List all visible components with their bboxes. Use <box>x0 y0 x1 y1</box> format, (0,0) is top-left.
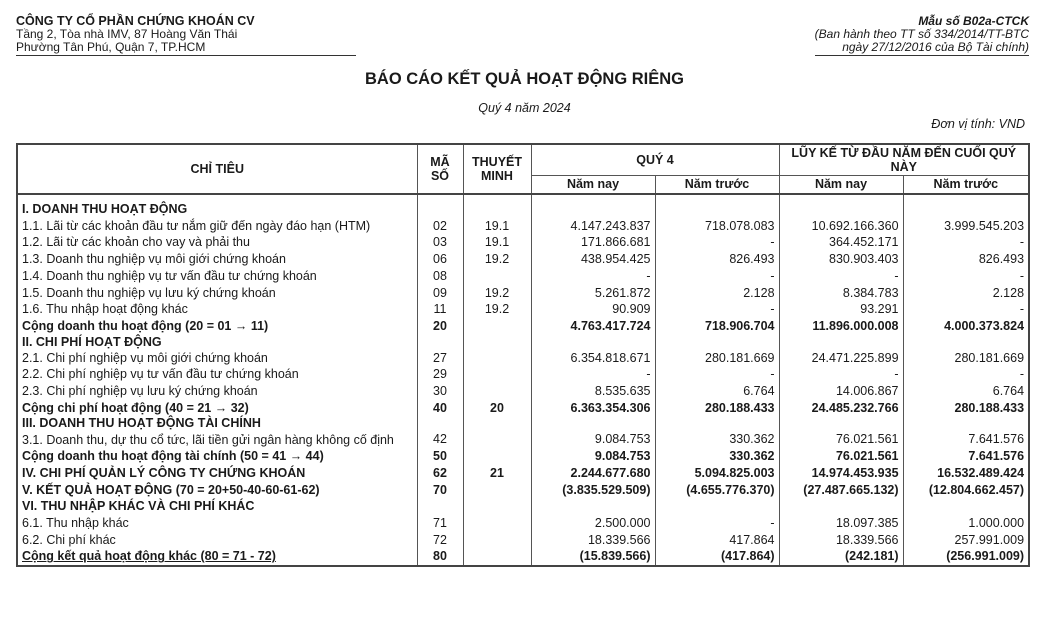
cell-code: 72 <box>417 532 463 549</box>
table-row <box>17 335 1029 350</box>
cell-note <box>463 383 531 400</box>
cell-y-this: 11.896.000.008 <box>779 318 903 335</box>
cell-q-last: - <box>655 234 779 251</box>
cell-y-this: (27.487.665.132) <box>779 482 903 499</box>
cell-label: 1.5. Doanh thu nghiệp vụ lưu ký chứng khoán <box>17 285 417 302</box>
cell-q-last: (4.655.776.370) <box>655 482 779 499</box>
table-row <box>17 366 1029 383</box>
cell-label: 2.2. Chi phí nghiệp vụ tư vấn đầu tư chứng khoán <box>17 366 417 383</box>
cell-label: Cộng doanh thu hoạt động (20 = 01 → 11) <box>17 318 417 335</box>
cell-q-this: 90.909 <box>531 301 655 318</box>
cell-label: 2.1. Chi phí nghiệp vụ môi giới chứng khoán <box>17 350 417 367</box>
cell-y-this: 364.452.171 <box>779 234 903 251</box>
cell-q-last: 6.764 <box>655 383 779 400</box>
cell-y-last: - <box>903 366 1029 383</box>
cell-q-last: 826.493 <box>655 251 779 268</box>
cell-label: 1.6. Thu nhập hoạt động khác <box>17 301 417 318</box>
cell-q-last: 280.181.669 <box>655 350 779 367</box>
cell-q-last: 2.128 <box>655 285 779 302</box>
table-row <box>17 234 1029 251</box>
table-row <box>17 498 1029 515</box>
cell-q-last: - <box>655 268 779 285</box>
cell-y-this: 76.021.561 <box>779 431 903 448</box>
income-statement-table <box>16 143 1030 567</box>
cell-q-last <box>655 416 779 431</box>
form-code: Mẫu số B02a-CTCK <box>918 14 1029 28</box>
cell-q-last: 280.188.433 <box>655 400 779 417</box>
cell-label: 6.1. Thu nhập khác <box>17 515 417 532</box>
cell-label: I. DOANH THU HOẠT ĐỘNG <box>17 194 417 218</box>
cell-label: 6.2. Chi phí khác <box>17 532 417 549</box>
cell-y-this: 24.485.232.766 <box>779 400 903 417</box>
cell-note: 20 <box>463 400 531 417</box>
cell-code <box>417 498 463 515</box>
cell-y-this: 14.974.453.935 <box>779 465 903 482</box>
cell-label: III. DOANH THU HOẠT ĐỘNG TÀI CHÍNH <box>17 416 417 431</box>
cell-code: 50 <box>417 448 463 465</box>
cell-y-this: 830.903.403 <box>779 251 903 268</box>
cell-y-this: 18.339.566 <box>779 532 903 549</box>
cell-code: 70 <box>417 482 463 499</box>
table-row <box>17 301 1029 318</box>
cell-note: 19.2 <box>463 301 531 318</box>
cell-label: 1.4. Doanh thu nghiệp vụ tư vấn đầu tư chứng khoán <box>17 268 417 285</box>
cell-q-this: 438.954.425 <box>531 251 655 268</box>
cell-code: 09 <box>417 285 463 302</box>
cell-q-this: 8.535.635 <box>531 383 655 400</box>
cell-note: 19.2 <box>463 251 531 268</box>
cell-label: 1.3. Doanh thu nghiệp vụ môi giới chứng khoán <box>17 251 417 268</box>
cell-y-last: (256.991.009) <box>903 548 1029 566</box>
cell-note <box>463 482 531 499</box>
cell-y-this: 8.384.783 <box>779 285 903 302</box>
cell-y-last: - <box>903 301 1029 318</box>
cell-y-last: 1.000.000 <box>903 515 1029 532</box>
form-issued-line1: (Ban hành theo TT số 334/2014/TT-BTC <box>814 27 1029 41</box>
company-address-line1: Tầng 2, Tòa nhà IMV, 87 Hoàng Văn Thái <box>16 27 238 41</box>
table-row <box>17 268 1029 285</box>
cell-code: 27 <box>417 350 463 367</box>
cell-q-this: - <box>531 268 655 285</box>
header-ytd-last-year: Năm trước <box>903 176 1029 195</box>
form-info <box>815 15 1029 56</box>
cell-q-last: 5.094.825.003 <box>655 465 779 482</box>
header-item: CHỈ TIÊU <box>17 144 417 194</box>
cell-y-last <box>903 194 1029 218</box>
cell-y-last: 7.641.576 <box>903 448 1029 465</box>
cell-y-this: 18.097.385 <box>779 515 903 532</box>
header-quarter-last-year: Năm trước <box>655 176 779 195</box>
cell-label: Cộng kết quả hoạt động khác (80 = 71 - 72) <box>17 548 417 566</box>
table-row <box>17 431 1029 448</box>
cell-y-this: 14.006.867 <box>779 383 903 400</box>
cell-note <box>463 431 531 448</box>
cell-note <box>463 318 531 335</box>
header-note: THUYẾT MINH <box>463 144 531 194</box>
cell-code: 03 <box>417 234 463 251</box>
cell-label: IV. CHI PHÍ QUẢN LÝ CÔNG TY CHỨNG KHOÁN <box>17 465 417 482</box>
cell-q-last <box>655 335 779 350</box>
cell-note: 19.1 <box>463 234 531 251</box>
cell-note: 19.2 <box>463 285 531 302</box>
cell-note <box>463 335 531 350</box>
cell-note <box>463 498 531 515</box>
cell-y-this: 93.291 <box>779 301 903 318</box>
cell-note <box>463 515 531 532</box>
cell-note <box>463 448 531 465</box>
table-row <box>17 285 1029 302</box>
cell-note <box>463 194 531 218</box>
cell-y-this: - <box>779 366 903 383</box>
cell-label: 2.3. Chi phí nghiệp vụ lưu ký chứng khoán <box>17 383 417 400</box>
cell-note: 21 <box>463 465 531 482</box>
cell-y-this <box>779 194 903 218</box>
cell-label: 1.1. Lãi từ các khoản đầu tư nắm giữ đến ngày đáo hạn (HTM) <box>17 218 417 235</box>
cell-note <box>463 416 531 431</box>
table-row <box>17 532 1029 549</box>
table-row <box>17 548 1029 566</box>
cell-q-this: 5.261.872 <box>531 285 655 302</box>
cell-y-last: 280.181.669 <box>903 350 1029 367</box>
cell-y-last: 280.188.433 <box>903 400 1029 417</box>
cell-q-this: - <box>531 366 655 383</box>
cell-y-last: 826.493 <box>903 251 1029 268</box>
table-row <box>17 482 1029 499</box>
cell-y-last: 3.999.545.203 <box>903 218 1029 235</box>
report-title: BÁO CÁO KẾT QUẢ HOẠT ĐỘNG RIÊNG <box>364 70 684 88</box>
cell-q-last: 417.864 <box>655 532 779 549</box>
cell-q-this: 171.866.681 <box>531 234 655 251</box>
cell-q-this <box>531 416 655 431</box>
table-row <box>17 465 1029 482</box>
table-row <box>17 448 1029 465</box>
cell-q-this: 9.084.753 <box>531 448 655 465</box>
table-row <box>17 383 1029 400</box>
table-row <box>17 350 1029 367</box>
cell-q-last <box>655 194 779 218</box>
header-quarter-group: QUÝ 4 <box>531 144 779 176</box>
cell-q-last <box>655 498 779 515</box>
cell-label: Cộng chi phí hoạt động (40 = 21 → 32) <box>17 400 417 417</box>
cell-y-last: - <box>903 268 1029 285</box>
report-period: Quý 4 năm 2024 <box>478 101 571 115</box>
table-row <box>17 318 1029 335</box>
company-address-line2: Phường Tân Phú, Quận 7, TP.HCM <box>16 41 356 56</box>
cell-q-last: - <box>655 301 779 318</box>
cell-code: 20 <box>417 318 463 335</box>
header-quarter-this-year: Năm nay <box>531 176 655 195</box>
table-row <box>17 515 1029 532</box>
cell-label: Cộng doanh thu hoạt động tài chính (50 = 41 → 44) <box>17 448 417 465</box>
cell-note: 19.1 <box>463 218 531 235</box>
cell-q-last: 718.078.083 <box>655 218 779 235</box>
cell-code: 71 <box>417 515 463 532</box>
cell-q-last: 718.906.704 <box>655 318 779 335</box>
cell-code: 62 <box>417 465 463 482</box>
cell-q-this: (15.839.566) <box>531 548 655 566</box>
table-row <box>17 251 1029 268</box>
cell-q-this: 2.500.000 <box>531 515 655 532</box>
company-header <box>16 15 356 56</box>
form-issued-line2: ngày 27/12/2016 của Bộ Tài chính) <box>815 41 1029 56</box>
cell-y-last: 16.532.489.424 <box>903 465 1029 482</box>
table-row <box>17 400 1029 417</box>
cell-label: V. KẾT QUẢ HOẠT ĐỘNG (70 = 20+50-40-60-61-62) <box>17 482 417 499</box>
cell-q-this: 6.363.354.306 <box>531 400 655 417</box>
cell-q-this: 18.339.566 <box>531 532 655 549</box>
header-ytd-group: LŨY KẾ TỪ ĐẦU NĂM ĐẾN CUỐI QUÝ NÀY <box>779 144 1029 176</box>
cell-code: 42 <box>417 431 463 448</box>
cell-q-last: 330.362 <box>655 431 779 448</box>
cell-code: 08 <box>417 268 463 285</box>
cell-label: II. CHI PHÍ HOẠT ĐỘNG <box>17 335 417 350</box>
cell-y-this: 76.021.561 <box>779 448 903 465</box>
cell-q-last: 330.362 <box>655 448 779 465</box>
cell-note <box>463 366 531 383</box>
cell-label: 3.1. Doanh thu, dự thu cổ tức, lãi tiền gửi ngân hàng không cố định <box>17 431 417 448</box>
cell-code <box>417 194 463 218</box>
cell-note <box>463 548 531 566</box>
cell-y-this <box>779 335 903 350</box>
cell-code: 06 <box>417 251 463 268</box>
cell-code: 11 <box>417 301 463 318</box>
cell-y-last: 257.991.009 <box>903 532 1029 549</box>
cell-q-last: - <box>655 366 779 383</box>
cell-code <box>417 416 463 431</box>
cell-y-last <box>903 416 1029 431</box>
table-row <box>17 416 1029 431</box>
cell-q-last: (417.864) <box>655 548 779 566</box>
cell-q-this: 4.763.417.724 <box>531 318 655 335</box>
cell-y-last <box>903 498 1029 515</box>
table-row <box>17 218 1029 235</box>
cell-y-this: (242.181) <box>779 548 903 566</box>
cell-q-last: - <box>655 515 779 532</box>
cell-code: 80 <box>417 548 463 566</box>
cell-y-last <box>903 335 1029 350</box>
cell-label: 1.2. Lãi từ các khoản cho vay và phải thu <box>17 234 417 251</box>
cell-code: 30 <box>417 383 463 400</box>
cell-y-last: 7.641.576 <box>903 431 1029 448</box>
cell-code: 40 <box>417 400 463 417</box>
cell-q-this: (3.835.529.509) <box>531 482 655 499</box>
cell-y-last: 6.764 <box>903 383 1029 400</box>
cell-q-this <box>531 194 655 218</box>
cell-code <box>417 335 463 350</box>
cell-y-last: (12.804.662.457) <box>903 482 1029 499</box>
header-ytd-this-year: Năm nay <box>779 176 903 195</box>
cell-code: 02 <box>417 218 463 235</box>
cell-note <box>463 532 531 549</box>
cell-q-this: 6.354.818.671 <box>531 350 655 367</box>
company-name: CÔNG TY CỔ PHẦN CHỨNG KHOÁN CV <box>16 14 255 28</box>
cell-y-this: - <box>779 268 903 285</box>
cell-y-this <box>779 416 903 431</box>
table-row <box>17 194 1029 218</box>
cell-y-last: 2.128 <box>903 285 1029 302</box>
cell-note <box>463 350 531 367</box>
cell-q-this <box>531 498 655 515</box>
cell-y-this <box>779 498 903 515</box>
cell-code: 29 <box>417 366 463 383</box>
header-code: MÃ SỐ <box>417 144 463 194</box>
cell-q-this: 4.147.243.837 <box>531 218 655 235</box>
cell-y-this: 10.692.166.360 <box>779 218 903 235</box>
cell-note <box>463 268 531 285</box>
currency-unit: Đơn vị tính: VND <box>931 117 1025 131</box>
cell-y-last: 4.000.373.824 <box>903 318 1029 335</box>
cell-q-this <box>531 335 655 350</box>
cell-q-this: 9.084.753 <box>531 431 655 448</box>
cell-q-this: 2.244.677.680 <box>531 465 655 482</box>
cell-label: VI. THU NHẬP KHÁC VÀ CHI PHÍ KHÁC <box>17 498 417 515</box>
cell-y-last: - <box>903 234 1029 251</box>
cell-y-this: 24.471.225.899 <box>779 350 903 367</box>
